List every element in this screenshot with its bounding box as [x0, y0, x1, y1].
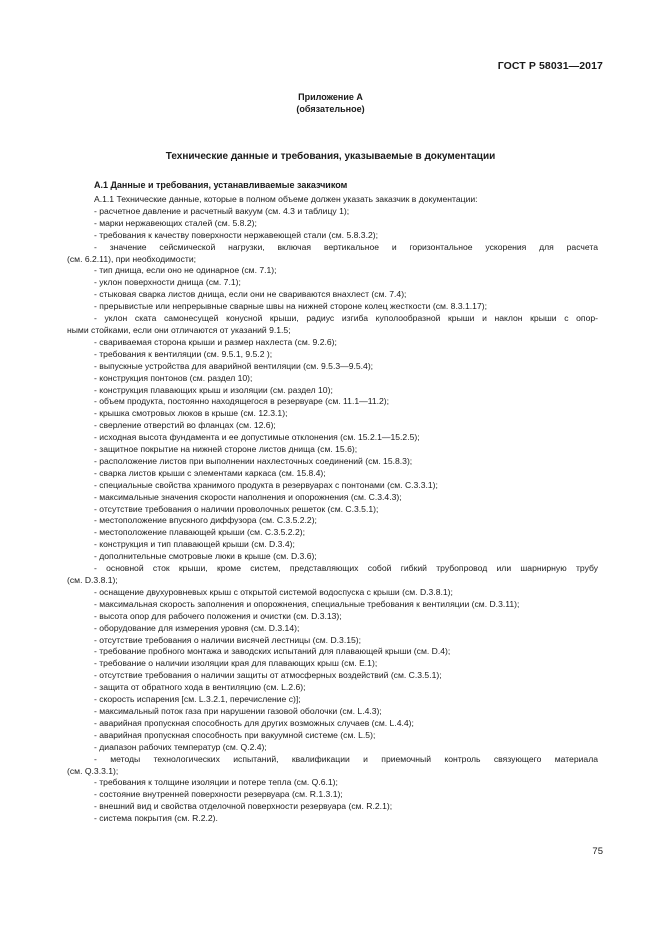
- section-title: А.1 Данные и требования, устанавливаемые заказчиком: [94, 180, 348, 190]
- list-item-continuation: ными стойками, если они отличаются от указаний 9.1.5;: [67, 324, 291, 335]
- list-item: - отсутствие требования о наличии защиты от атмосферных воздействий (см. С.3.5.1);: [94, 670, 442, 681]
- list-item: - крышка смотровых люков в крыше (см. 12.3.1);: [94, 408, 288, 419]
- list-item: - защита от обратного хода в вентиляцию (см. L.2.6);: [94, 682, 306, 693]
- list-item: - требование пробного монтажа и заводских испытаний для плавающей крыши (см. D.4);: [94, 646, 451, 657]
- list-item: - аварийная пропускная способность для других возможных случаев (см. L.4.4);: [94, 717, 414, 728]
- list-item: - состояние внутренней поверхности резервуара (см. R.1.3.1);: [94, 789, 343, 800]
- list-item: - исходная высота фундамента и ее допустимые отклонения (см. 15.2.1—15.2.5);: [94, 432, 420, 443]
- list-item: - основной сток крыши, кроме систем, представляющих собой гибкий трубопровод или шарнирную трубу: [94, 563, 598, 574]
- list-item: - отсутствие требования о наличии висячей лестницы (см. D.3.15);: [94, 634, 362, 645]
- list-item: - расчетное давление и расчетный вакуум (см. 4.3 и таблицу 1);: [94, 205, 350, 216]
- list-item: - конструкция плавающих крыш и изоляции (см. раздел 10);: [94, 384, 333, 395]
- list-item: - сварка листов крыши с элементами каркаса (см. 15.8.4);: [94, 467, 326, 478]
- list-item: - диапазон рабочих температур (см. Q.2.4);: [94, 741, 267, 752]
- list-item: - местоположение плавающей крыши (см. С.3.5.2.2);: [94, 527, 305, 538]
- list-item: - уклон ската самонесущей конусной крыши, радиус изгиба куполообразной крыши и наклон крыши с опор-: [94, 313, 598, 324]
- list-item: - уклон поверхности днища (см. 7.1);: [94, 277, 241, 288]
- list-item: - дополнительные смотровые люки в крыше (см. D.3.6);: [94, 551, 317, 562]
- list-item: - требования к толщине изоляции и потере тепла (см. Q.6.1);: [94, 777, 338, 788]
- list-item: - конструкция и тип плавающей крыши (см. D.3.4);: [94, 539, 295, 550]
- list-item: - максимальный поток газа при нарушении газовой оболочки (см. L.4.3);: [94, 705, 382, 716]
- list-item: - значение сейсмической нагрузки, включая вертикальное и горизонтальное ускорения для расчета: [94, 241, 598, 252]
- list-item: - выпускные устройства для аварийной вентиляции (см. 9.5.3—9.5.4);: [94, 360, 374, 371]
- list-item: - требование о наличии изоляции края для плавающих крыш (см. Е.1);: [94, 658, 378, 669]
- list-item: - оборудование для измерения уровня (см. D.3.14);: [94, 622, 300, 633]
- list-item: - внешний вид и свойства отделочной поверхности резервуара (см. R.2.1);: [94, 801, 393, 812]
- list-item: - местоположение впускного диффузора (см. С.3.5.2.2);: [94, 515, 317, 526]
- requirements-list: [67, 194, 598, 825]
- list-item: - расположение листов при выполнении нахлесточных соединений (см. 15.8.3);: [94, 455, 413, 466]
- list-item: - скорость испарения [см. L.3.2.1, перечисление с)];: [94, 694, 301, 705]
- list-item: - специальные свойства хранимого продукта в резервуарах с понтонами (см. С.3.3.1);: [94, 479, 438, 490]
- annex-status: (обязательное): [296, 104, 365, 114]
- page-number: 75: [592, 846, 603, 857]
- list-item: - прерывистые или непрерывные сварные швы на нижней стороне колец жесткости (см. 8.3.1.17);: [94, 301, 487, 312]
- list-item: - методы технологических испытаний, квалификации и приемочный контроль связующего материала: [94, 753, 598, 764]
- list-item: - аварийная пропускная способность при вакуумной системе (см. L.5);: [94, 729, 376, 740]
- list-item: - стыковая сварка листов днища, если они не свариваются внахлест (см. 7.4);: [94, 289, 407, 300]
- list-item: - отсутствие требования о наличии проволочных решеток (см. С.3.5.1);: [94, 503, 379, 514]
- intro-paragraph: А.1.1 Технические данные, которые в полном объеме должен указать заказчик в документации:: [94, 194, 478, 204]
- annex-heading: [0, 91, 661, 115]
- document-code: ГОСТ Р 58031—2017: [497, 60, 603, 72]
- list-item-continuation: (см. D.3.8.1);: [67, 575, 118, 585]
- list-item: - высота опор для рабочего положения и очистки (см. D.3.13);: [94, 610, 342, 621]
- list-item-continuation: (см. Q.3.3.1);: [67, 765, 119, 776]
- list-item: - свариваемая сторона крыши и размер нахлеста (см. 9.2.6);: [94, 336, 337, 347]
- list-item: - система покрытия (см. R.2.2).: [94, 813, 218, 824]
- list-item: - максимальные значения скорости наполнения и опорожнения (см. С.3.4.3);: [94, 491, 402, 502]
- list-item-continuation: (см. 6.2.11), при необходимости;: [67, 253, 197, 264]
- list-item: - оснащение двухуровневых крыш с открытой системой водоспуска с крыши (см. D.3.8.1);: [94, 586, 453, 597]
- list-item: - требования к вентиляции (см. 9.5.1, 9.5.2 );: [94, 348, 273, 359]
- list-item: - тип днища, если оно не одинарное (см. 7.1);: [94, 265, 277, 276]
- list-item: - объем продукта, постоянно находящегося в резервуаре (см. 11.1—11.2);: [94, 396, 390, 407]
- list-item: - конструкция понтонов (см. раздел 10);: [94, 372, 253, 383]
- list-item: - требования к качеству поверхности нержавеющей стали (см. 5.8.3.2);: [94, 229, 378, 240]
- list-item: - максимальная скорость заполнения и опорожнения, специальные требования к вентиляции (см. D.3.11);: [94, 598, 520, 609]
- document-title: Технические данные и требования, указываемые в документации: [165, 151, 496, 162]
- list-item: - сверление отверстий во фланцах (см. 12.6);: [94, 420, 276, 431]
- list-item: - защитное покрытие на нижней стороне листов днища (см. 15.6);: [94, 444, 358, 455]
- annex-title: Приложение А: [298, 92, 363, 102]
- list-item: - марки нержавеющих сталей (см. 5.8.2);: [94, 217, 257, 228]
